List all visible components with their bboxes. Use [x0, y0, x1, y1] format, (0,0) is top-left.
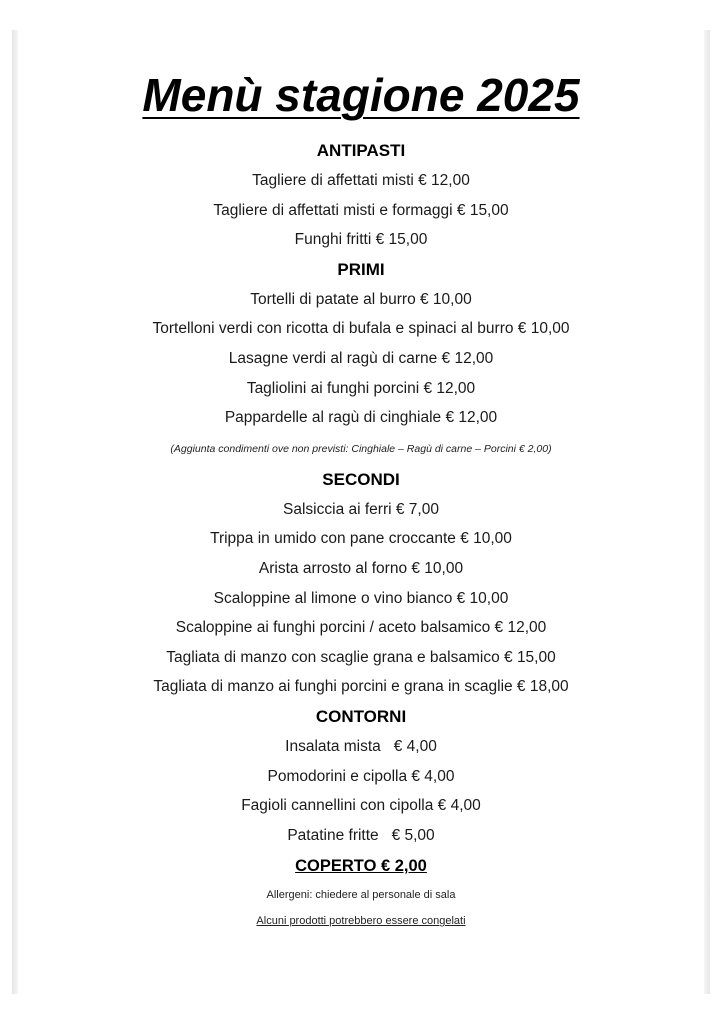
menu-item: Tagliata di manzo ai funghi porcini e grana in scaglie € 18,00	[153, 678, 569, 696]
menu-page	[18, 0, 704, 1024]
section-heading-contorni: CONTORNI	[315, 706, 407, 726]
menu-item: Tagliata di manzo con scaglie grana e balsamico € 15,00	[166, 648, 556, 666]
menu-item: Pomodorini e cipolla € 4,00	[267, 767, 455, 785]
section-heading-secondi: SECONDI	[322, 469, 400, 489]
menu-item: Arista arrosto al forno € 10,00	[258, 559, 464, 577]
menu-item: Scaloppine al limone o vino bianco € 10,00	[213, 589, 509, 607]
menu-item: Fagioli cannellini con cipolla € 4,00	[241, 797, 481, 815]
menu-item: Lasagne verdi al ragù di carne € 12,00	[228, 349, 494, 367]
menu-item: Tagliere di affettati misti € 12,00	[252, 172, 470, 189]
section-heading-primi: PRIMI	[337, 259, 385, 279]
menu-item: Tortelli di patate al burro € 10,00	[250, 290, 472, 308]
coperto-price: COPERTO € 2,00	[295, 857, 427, 876]
primi-note: (Aggiunta condimenti ove non previsti: Cinghiale – Ragù di carne – Porcini € 2,00)	[170, 442, 552, 455]
frozen-products-notice: Alcuni prodotti potrebbero essere congelati	[256, 915, 466, 928]
page-shadow-right	[704, 30, 710, 994]
menu-item: Funghi fritti € 15,00	[294, 231, 428, 249]
menu-item: Patatine fritte € 5,00	[287, 826, 435, 844]
menu-item: Insalata mista € 4,00	[285, 737, 437, 755]
menu-item: Scaloppine ai funghi porcini / aceto balsamico € 12,00	[175, 619, 547, 637]
allergen-notice: Allergeni: chiedere al personale di sala	[266, 889, 456, 902]
menu-item: Salsiccia ai ferri € 7,00	[283, 500, 439, 518]
menu-item: Tagliere di affettati misti e formaggi € 15,00	[213, 201, 509, 219]
menu-item: Pappardelle al ragù di cinghiale € 12,00	[224, 409, 498, 427]
menu-item: Trippa in umido con pane croccante € 10,00	[210, 530, 512, 548]
menu-body	[18, 136, 704, 934]
menu-item: Tortelloni verdi con ricotta di bufala e spinaci al burro € 10,00	[152, 320, 570, 338]
menu-item: Tagliolini ai funghi porcini € 12,00	[246, 379, 476, 397]
menu-title: Menù stagione 2025	[142, 69, 580, 121]
section-heading-antipasti: ANTIPASTI	[316, 141, 406, 160]
